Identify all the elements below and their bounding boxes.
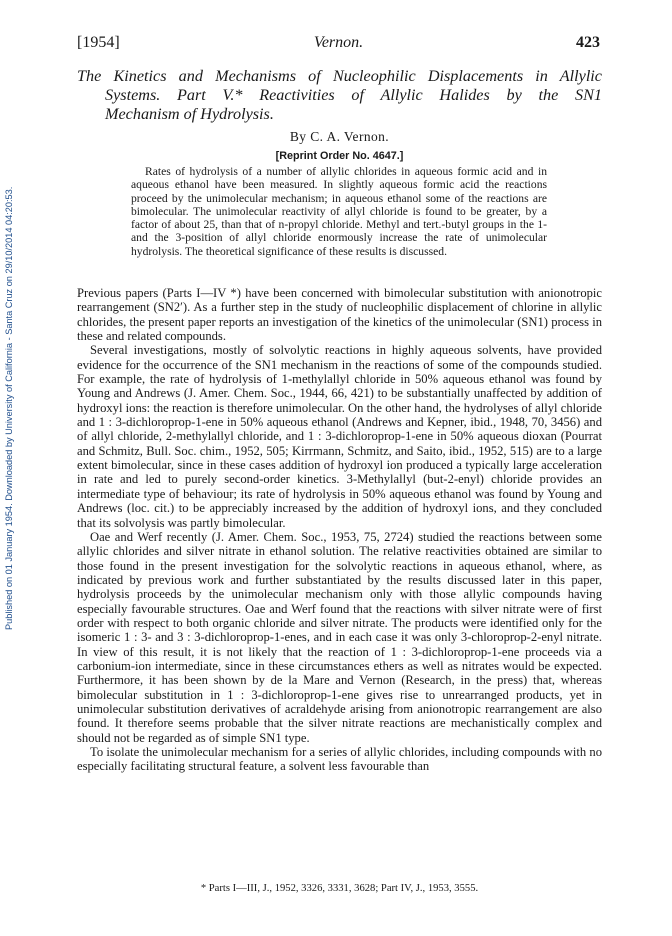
- page-number: 423: [576, 34, 600, 51]
- paragraph: To isolate the unimolecular mechanism for a series of allylic chlorides, including compounds with no especially facilitating structural feature, a solvent less favourable than: [77, 745, 602, 774]
- paragraph: Several investigations, mostly of solvolytic reactions in highly aqueous solvents, have provided evidence for the occurrence of the SN1 mechanism in the reactions of some of the compounds studied. For example, the rate of hydrolysis of 1-methylallyl chloride in 50% aqueous ethanol was found by Young and Andrews (J. Amer. Chem. Soc., 1944, 66, 421) to be substantially unaffected by addition of hydroxyl ions: the reaction is therefore unimolecular. On the other hand, the hydrolyses of allyl chloride and 1 : 3-dichloroprop-1-ene in 50% aqueous ethanol (Andrews and Kepner, ibid., 1948, 70, 3456) and of allyl chloride, 2-methylallyl chloride, and 1 : 3-dichloroprop-1-ene in 50% aqueous dioxan (Pourrat and Schmitz, Bull. Soc. chim., 1952, 505; Kirrmann, Schmitz, and Saito, ibid., 1952, 515) are to a large extent bimolecular, since in these cases addition of hydroxyl ion produced a typically large acceleration in rate and led to purely second-order kinetics. 3-Methylallyl (but-2-enyl) chloride provides an intermediate type of behaviour; its rate of hydrolysis in 50% aqueous ethanol was found by Young and Andrews (loc. cit.) to be appreciably increased by the addition of hydroxyl ions, and they concluded that its solvolysis was partly bimolecular.: [77, 343, 602, 530]
- article-title: [77, 67, 602, 124]
- paragraph: Oae and Werf recently (J. Amer. Chem. Soc., 1953, 75, 2724) studied the reactions between some allylic chlorides and silver nitrate in ethanol solution. The relative reactivities obtained are similar to those found in the present investigation for the solvolytic reactions in aqueous ethanol, where, as indicated by previous work and further substantiated by the results discussed later in this paper, hydrolysis proceeds by the unimolecular mechanism only with those allylic compounds having especially favourable structures. Oae and Werf found that the reactions with silver nitrate were of first order with respect to both organic chloride and silver nitrate. The products were identified only for the isomeric 1 : 3- and 3 : 3-dichloroprop-1-enes, and in each case it was only 3-chloroprop-2-enyl nitrate. In view of this result, it is not likely that the reaction of 1 : 3-dichloroprop-1-ene proceeds via a carbonium-ion intermediate, since in these circumstances ethers as well as nitrates would be expected. Furthermore, it has been shown by de la Mare and Vernon (Research, in the press) that, whereas bimolecular substitution in 1 : 3-dichloroprop-1-ene gives rise to unrearranged products, yet in unimolecular substitution derivatives of acraldehyde arising from anionotropic rearrangement are also found. It therefore seems probable that the silver nitrate reactions are mechanistically complex and should not be regarded as of simple SN1 type.: [77, 529, 602, 745]
- download-sidebar: Published on 01 January 1954. Downloaded by University of California - Santa Cruz on 29/10/2014 04:20:53.: [4, 186, 14, 630]
- reprint-order: [Reprint Order No. 4647.]: [275, 150, 404, 162]
- title-line-2: Systems. Part V.* Reactivities of Allylic Halides by the SN1: [105, 86, 602, 104]
- running-head: [77, 34, 600, 54]
- footnote: * Parts I—III, J., 1952, 3326, 3331, 3628; Part IV, J., 1953, 3555.: [200, 883, 479, 894]
- title-line-1: The Kinetics and Mechanisms of Nucleophilic Displacements in Allylic: [77, 67, 602, 85]
- journal-year: [1954]: [77, 34, 120, 51]
- paragraph: Previous papers (Parts I—IV *) have been concerned with bimolecular substitution with anionotropic rearrangement (SN2′). As a further step in the study of nucleophilic displacement of chlorine in allylic chlorides, the present paper reports an investigation of the kinetics of the unimolecular (SN1) process in these and related compounds.: [77, 286, 602, 344]
- title-line-3: Mechanism of Hydrolysis.: [105, 105, 274, 123]
- author-byline: By C. A. Vernon.: [289, 129, 390, 144]
- article-body: [77, 286, 602, 774]
- abstract: Rates of hydrolysis of a number of allylic chlorides in aqueous formic acid and in aqueous ethanol have been measured. In slightly aqueous formic acid the reactions proceed by the unimolecular mechanism; in aqueous ethanol some of the reactions are bimolecular. The unimolecular reactivity of allyl chloride is found to be greater, by a factor of about 25, than that of n-propyl chloride. Methyl and tert.-butyl groups in the 1- and the 3-position of allyl chloride enormously increase the rate of unimolecular hydrolysis. The theoretical significance of these results is discussed.: [131, 165, 547, 258]
- running-author: Vernon.: [313, 34, 364, 51]
